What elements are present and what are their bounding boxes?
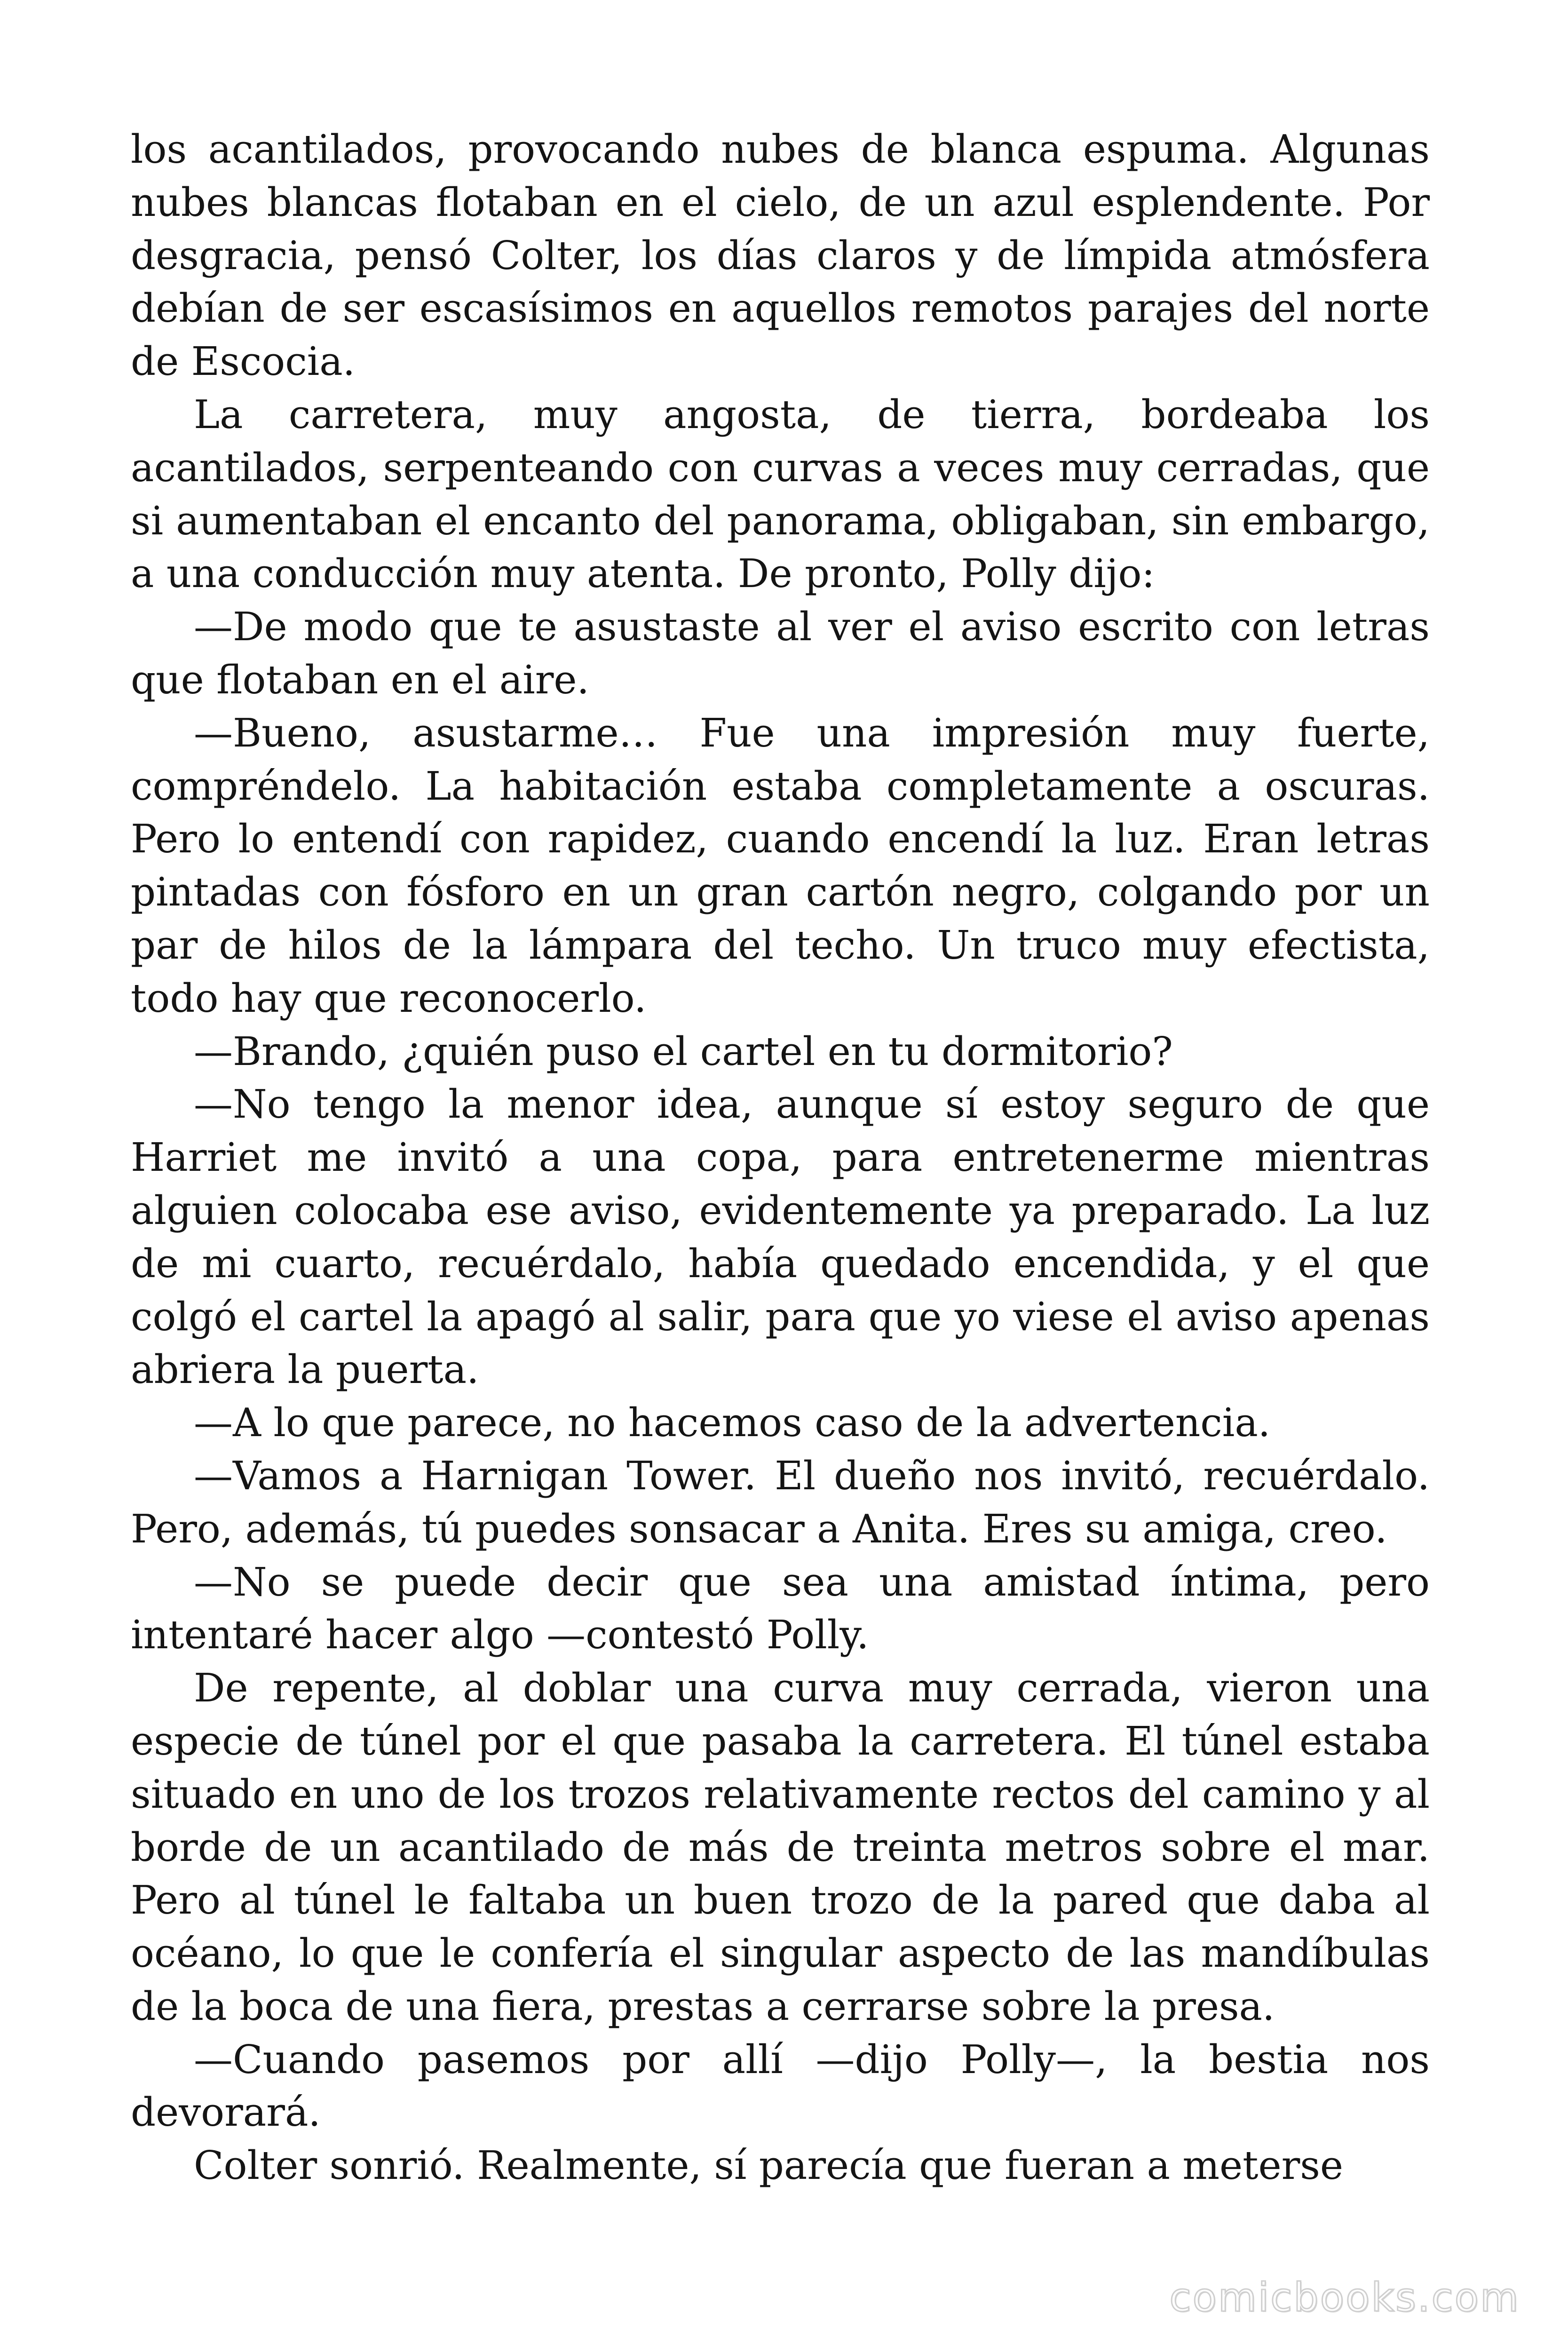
paragraph-last-line: Colter sonrió. Realmente, sí parecía que fueran a meterse [194, 2143, 1344, 2189]
paragraph: —Bueno, asustarme… Fue una impresión muy fuerte, compréndelo. La habitación estaba completamente a oscuras. Pero lo entendí con rapidez, cuando encendí la luz. Eran letras pintadas con fósforo en un gran cartón negro, colgando por un par de hilos de la lámpara del techo. Un truco muy efectista, todo hay que reconocerlo. [131, 710, 1430, 1021]
paragraph: De repente, al doblar una curva muy cerrada, vieron una especie de túnel por el que pasaba la carretera. El túnel estaba situado en uno de los trozos relativamente rectos del camino y al borde de un acantilado de más de treinta metros sobre el mar. Pero al túnel le faltaba un buen trozo de la pared que daba al océano, lo que le confería el singular aspecto de las mandíbulas de la boca de una fiera, prestas a cerrarse sobre la presa. [131, 1665, 1430, 2029]
paragraph: La carretera, muy angosta, de tierra, bordeaba los acantilados, serpenteando con curvas a veces muy cerradas, que si aumentaban el encanto del panorama, obligaban, sin embargo, a una conducción muy atenta. De pronto, Polly dijo: [131, 391, 1430, 597]
paragraph: —Cuando pasemos por allí —dijo Polly—, la bestia nos devorará. [131, 2036, 1430, 2136]
page-body [131, 123, 1430, 2193]
paragraph: —A lo que parece, no hacemos caso de la advertencia. [194, 1400, 1271, 1446]
watermark: comicbooks.com [1169, 2274, 1520, 2320]
paragraph: —No tengo la menor idea, aunque sí estoy seguro de que Harriet me invitó a una copa, para entretenerme mientras alguien colocaba ese aviso, evidentemente ya preparado. La luz de mi cuarto, recuérdalo, había quedado encendida, y el que colgó el cartel la apagó al salir, para que yo viese el aviso apenas abriera la puerta. [131, 1081, 1430, 1393]
paragraph: los acantilados, provocando nubes de blanca espuma. Algunas nubes blancas flotaban en el cielo, de un azul esplendente. Por desgracia, pensó Colter, los días claros y de límpida atmósfera debían de ser escasísimos en aquellos remotos parajes del norte de Escocia. [131, 127, 1430, 385]
paragraph: —Brando, ¿quién puso el cartel en tu dormitorio? [194, 1028, 1173, 1074]
paragraph: —Vamos a Harnigan Tower. El dueño nos invitó, recuérdalo. Pero, además, tú puedes sonsacar a Anita. Eres su amiga, creo. [131, 1453, 1430, 1552]
paragraph: —No se puede decir que sea una amistad íntima, pero intentaré hacer algo —contestó Polly. [131, 1559, 1430, 1658]
paragraph: —De modo que te asustaste al ver el aviso escrito con letras que flotaban en el aire. [131, 604, 1430, 703]
